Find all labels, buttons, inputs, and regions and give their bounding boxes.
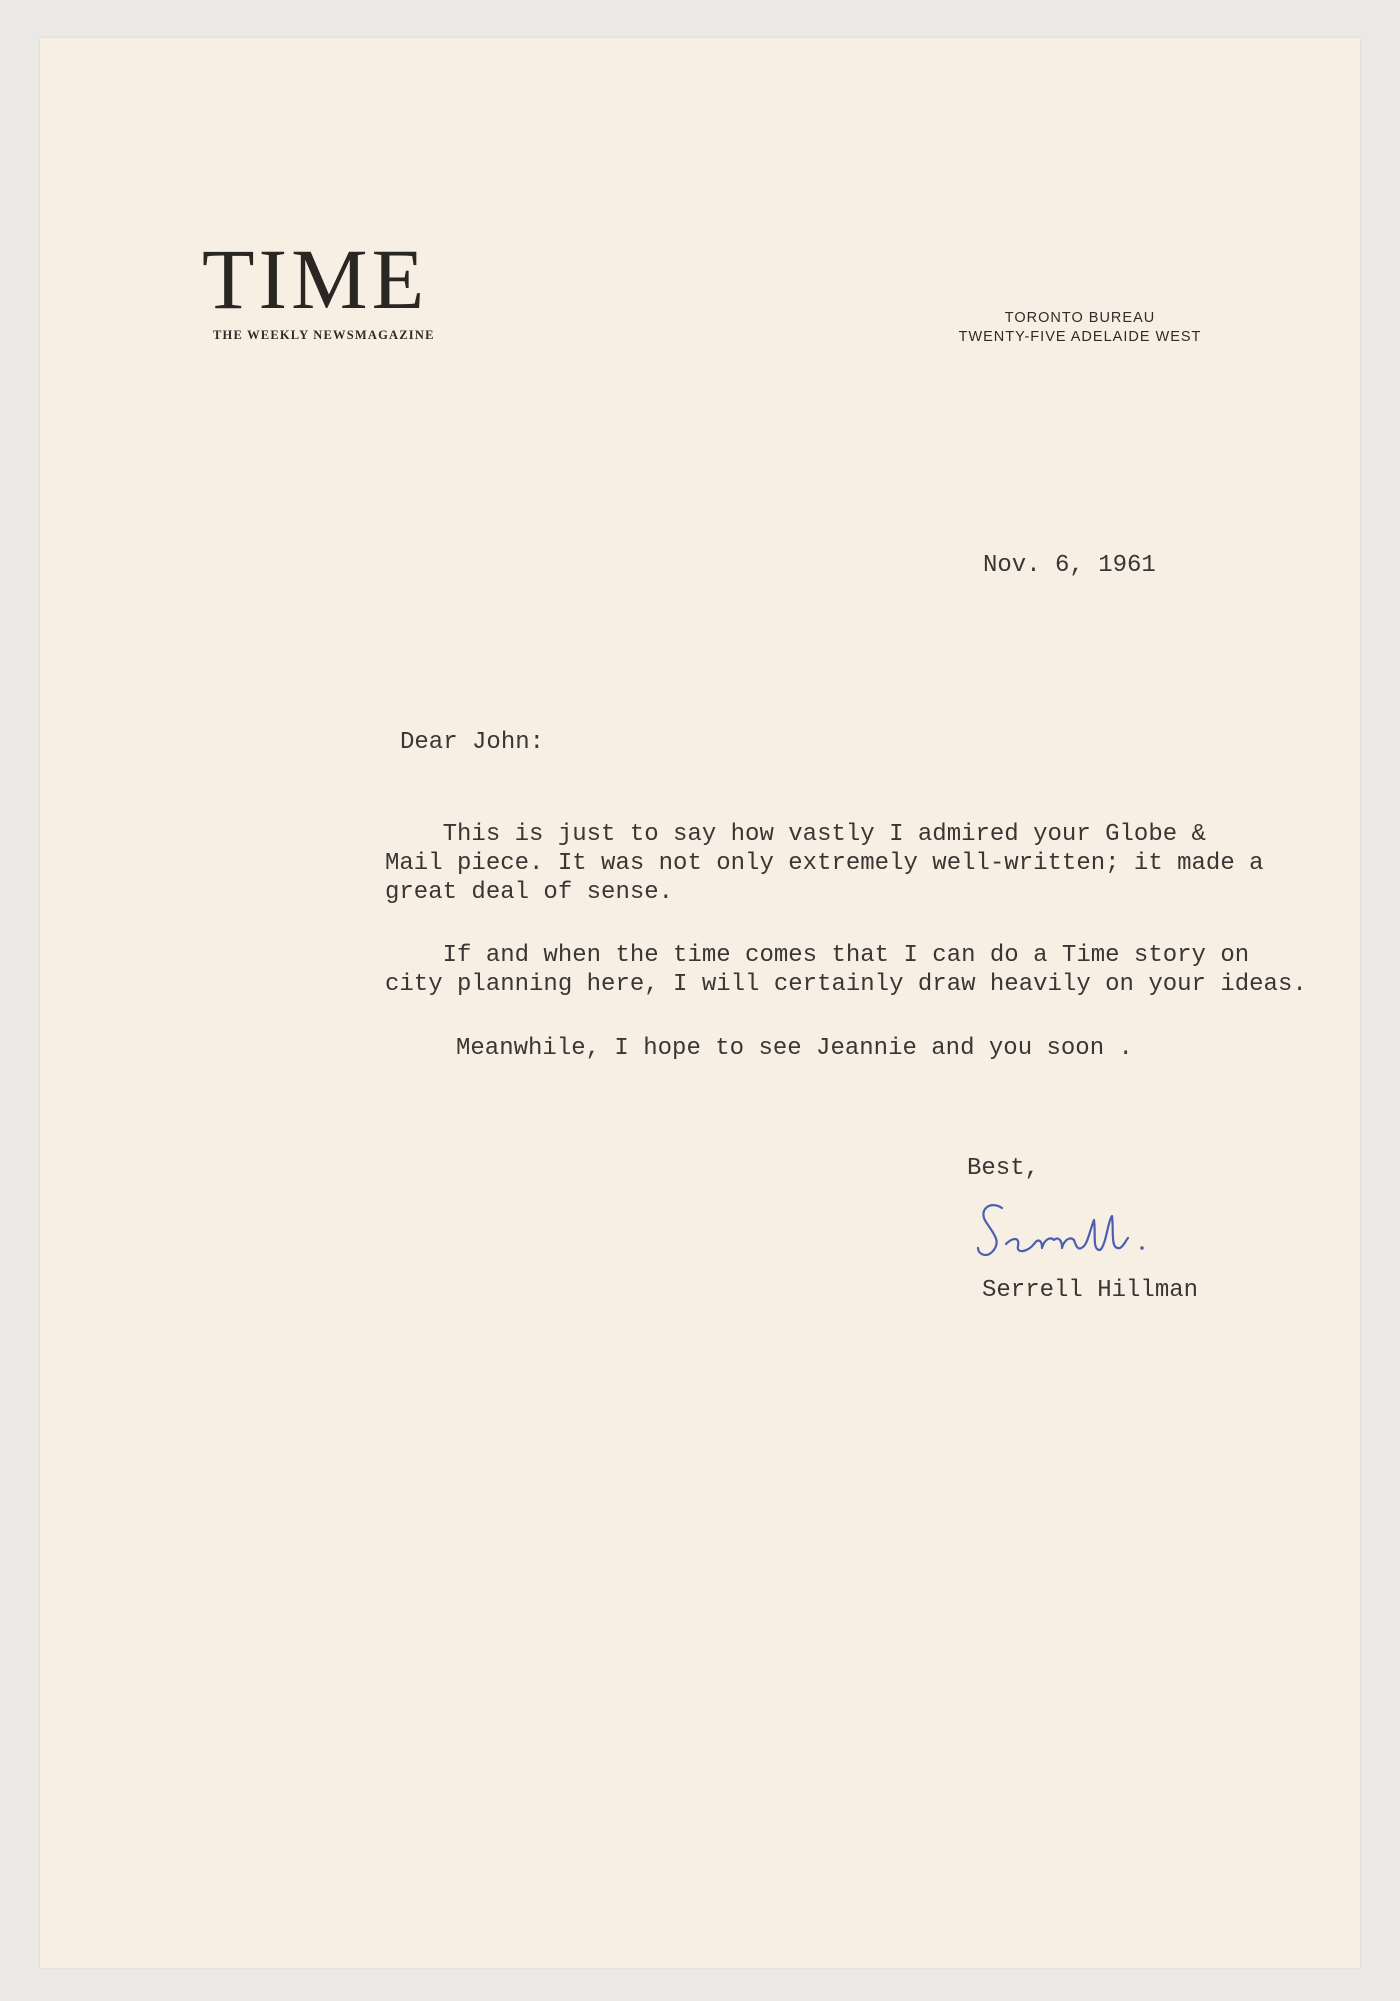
body-paragraph-3: Meanwhile, I hope to see Jeannie and you soon . bbox=[456, 1035, 1133, 1062]
masthead-title: TIME bbox=[202, 231, 429, 327]
body-paragraph-2: If and when the time comes that I can do a Time story on city planning here, I will certainly draw heavily on your ideas. bbox=[385, 942, 1307, 998]
signer-name: Serrell Hillman bbox=[982, 1277, 1199, 1304]
salutation: Dear John: bbox=[400, 729, 545, 756]
masthead-subtitle: THE WEEKLY NEWSMAGAZINE bbox=[213, 328, 435, 342]
bureau-address: TWENTY-FIVE ADELAIDE WEST bbox=[958, 329, 1202, 345]
letter-page bbox=[40, 38, 1360, 1968]
handwritten-signature bbox=[972, 1190, 1162, 1270]
closing: Best, bbox=[967, 1155, 1040, 1182]
letter-date: Nov. 6, 1961 bbox=[983, 552, 1156, 579]
bureau-name: TORONTO BUREAU bbox=[1004, 310, 1156, 326]
body-paragraph-1: This is just to say how vastly I admired your Globe & Mail piece. It was not only extremely well-written; it made a great deal of sense. bbox=[385, 821, 1264, 906]
